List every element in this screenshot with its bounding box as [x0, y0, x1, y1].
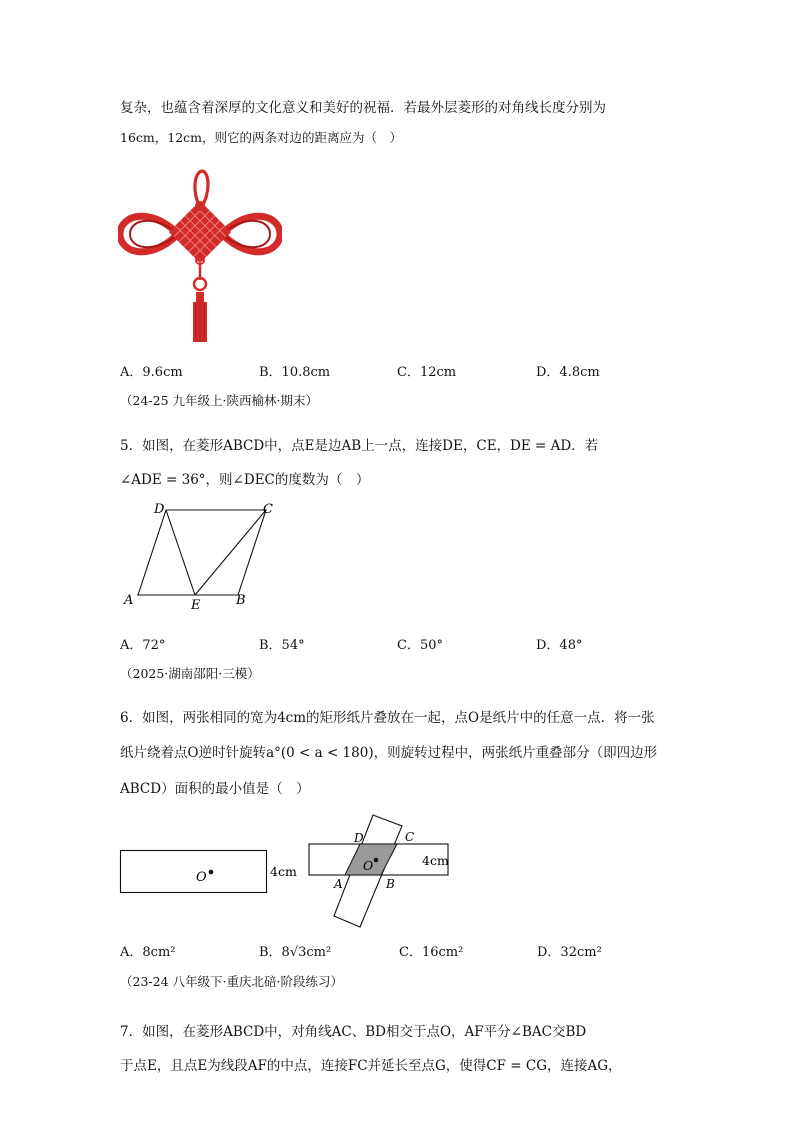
point-o-dot: [209, 870, 214, 875]
q4-text-line2: 16cm，12cm，则它的两条对边的距离应为（ ）: [120, 130, 403, 145]
label-c: C: [263, 502, 273, 517]
segment-ce: [195, 510, 266, 595]
label-width: 4cm: [270, 864, 297, 879]
label-o: O: [363, 858, 374, 873]
rhombus-abcd: [138, 510, 266, 595]
q7-text-line2: 于点E，且点E为线段AF的中点，连接FC并延长至点G，使得CF = CG，连接AG，: [120, 1058, 622, 1074]
q5-rhombus-figure: [120, 498, 280, 616]
label-b: B: [236, 593, 246, 608]
q5-option-b: B．54°: [259, 638, 305, 653]
q5-option-d: D．48°: [536, 638, 583, 653]
label-o: O: [196, 870, 207, 885]
q6-option-c: C．16cm²: [399, 945, 464, 960]
q5-text-line1: 5．如图，在菱形ABCD中，点E是边AB上一点，连接DE，CE，DE = AD．若: [120, 438, 599, 454]
q4-option-b: B．10.8cm: [259, 365, 331, 380]
q4-option-a: A．9.6cm: [120, 365, 183, 380]
q5-text-line2: ∠ADE = 36°，则∠DEC的度数为（ ）: [120, 472, 370, 488]
q4-text-line1: 复杂，也蕴含着深厚的文化意义和美好的祝福．若最外层菱形的对角线长度分别为: [120, 100, 606, 116]
q4-option-c: C．12cm: [397, 365, 457, 380]
label-a: A: [124, 593, 134, 608]
paper-strip: [121, 851, 267, 893]
q6-source: （2025·湖南邵阳·三模）: [120, 666, 260, 681]
label-d: D: [354, 831, 364, 845]
chinese-knot-image: [118, 168, 282, 346]
label-b: B: [386, 877, 395, 891]
q6-paper-strip-figure: [118, 846, 308, 898]
q6-overlap-figure: [306, 812, 454, 930]
q7-source: （23-24 八年级下·重庆北碚·阶段练习）: [120, 974, 343, 989]
q6-option-b: B．8√3cm²: [259, 945, 332, 960]
label-c: C: [405, 830, 415, 844]
q6-option-a: A．8cm²: [120, 945, 176, 960]
q5-option-c: C．50°: [397, 638, 443, 653]
q4-option-d: D．4.8cm: [536, 365, 600, 380]
q7-text-line1: 7．如图，在菱形ABCD中，对角线AC、BD相交于点O，AF平分∠BAC交BD: [120, 1024, 587, 1040]
q5-source: （24-25 九年级上·陕西榆林·期末）: [120, 393, 318, 408]
q6-option-d: D．32cm²: [537, 945, 602, 960]
segment-de: [166, 510, 195, 595]
q6-text-line3: ABCD）面积的最小值是（ ）: [120, 781, 310, 797]
q6-text-line1: 6．如图，两张相同的宽为4cm的矩形纸片叠放在一起，点O是纸片中的任意一点．将一张: [120, 710, 655, 726]
q6-text-line2: 纸片绕着点O逆时针旋转a°(0 < a < 180)，则旋转过程中，两张纸片重叠部分（即四边形: [120, 745, 658, 761]
label-e: E: [191, 598, 201, 613]
point-o-dot: [374, 858, 379, 863]
label-d: D: [154, 502, 165, 517]
label-width: 4cm: [422, 853, 449, 868]
label-a: A: [334, 877, 343, 891]
q5-option-a: A．72°: [120, 638, 166, 653]
